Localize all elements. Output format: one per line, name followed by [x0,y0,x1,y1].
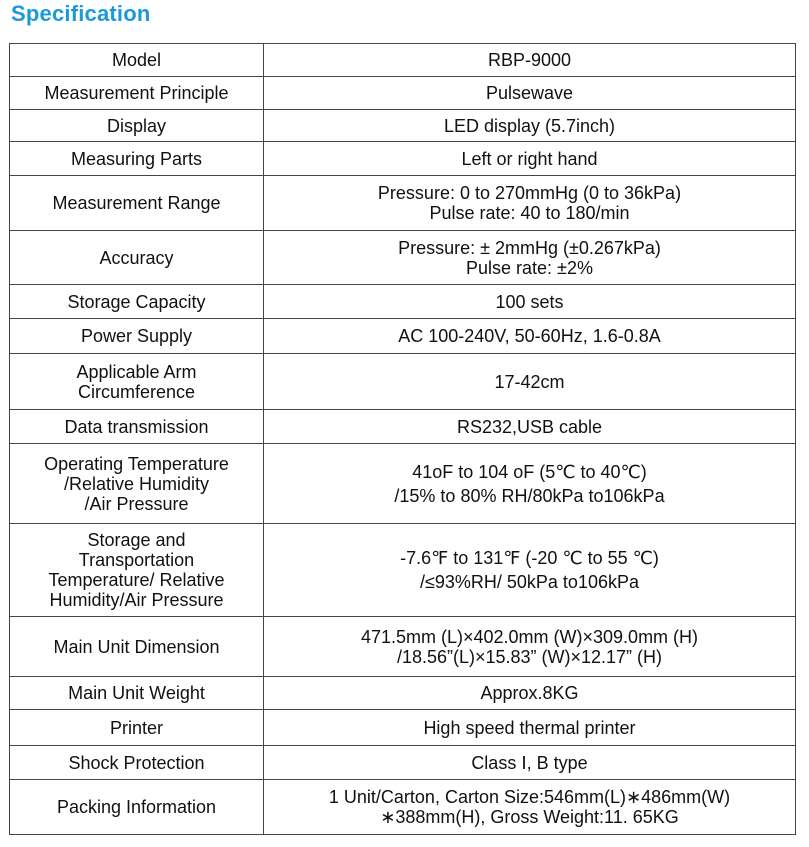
table-row [10,354,796,410]
spec-value-cell [264,110,796,142]
spec-label-line: Main Unit Dimension [53,636,220,657]
spec-label-line: Storage and [87,530,186,550]
spec-value-line: AC 100-240V, 50-60Hz, 1.6-0.8A [398,326,661,346]
spec-label-line: Measuring Parts [70,148,203,169]
table-row [10,231,796,285]
spec-label-cell [10,617,264,677]
spec-label-line: Power Supply [80,326,193,346]
spec-label-cell [10,780,264,835]
table-row [10,44,796,77]
spec-label-cell [10,710,264,746]
spec-value-line: Pressure: 0 to 270mmHg (0 to 36kPa) [377,183,682,203]
spec-value-cell [264,354,796,410]
spec-value-line: Pulse rate: 40 to 180/min [429,203,630,223]
spec-value-line: 17-42cm [494,371,565,392]
table-row [10,746,796,780]
table-row [10,710,796,746]
table-row [10,677,796,710]
spec-value-line: 471.5mm (L)×402.0mm (W)×309.0mm (H) [360,626,699,647]
spec-label-cell [10,142,264,176]
spec-label-cell [10,77,264,110]
spec-label-line: Packing Information [56,797,217,817]
spec-value-line: Pressure: ± 2mmHg (±0.267kPa) [398,237,661,258]
spec-value-cell [264,410,796,444]
spec-value-cell [264,231,796,285]
spec-value-cell [264,617,796,677]
table-row [10,410,796,444]
spec-value-cell [264,44,796,77]
spec-value-line: -7.6℉ to 131℉ (-20 ℃ to 55 ℃) [400,548,659,568]
spec-value-cell [264,285,796,319]
table-row [10,77,796,110]
table-row [10,444,796,524]
spec-label-line: Applicable Arm [76,361,197,382]
spec-label-cell [10,231,264,285]
spec-label-line: Humidity/Air Pressure [49,590,224,610]
spec-label-cell [10,444,264,524]
spec-value-cell [264,77,796,110]
spec-label-line: Printer [109,717,163,738]
spec-label-cell [10,176,264,231]
spec-label-line: /Air Pressure [84,493,189,514]
spec-label-line: Measurement Principle [44,83,229,103]
spec-value-line: /18.56”(L)×15.83” (W)×12.17” (H) [396,646,663,667]
spec-value-line: 100 sets [495,291,564,312]
spec-value-cell [264,142,796,176]
spec-value-cell [264,746,796,780]
spec-value-line: Left or right hand [461,148,598,169]
spec-label-cell [10,44,264,77]
table-row [10,319,796,354]
spec-label-line: Storage Capacity [67,291,206,312]
spec-label-cell [10,746,264,780]
spec-value-line: RS232,USB cable [456,416,603,437]
spec-value-line: ∗388mm(H), Gross Weight:11. 65KG [380,807,679,827]
spec-label-line: Display [106,115,167,136]
spec-label-cell [10,524,264,617]
spec-label-line: Measurement Range [52,193,221,213]
spec-value-line: Approx.8KG [480,683,579,703]
spec-value-cell [264,780,796,835]
specification-table [9,43,796,835]
spec-label-cell [10,110,264,142]
spec-label-cell [10,319,264,354]
spec-value-cell [264,524,796,617]
spec-label-cell [10,285,264,319]
spec-label-cell [10,677,264,710]
table-row [10,285,796,319]
table-row [10,110,796,142]
spec-value-line: Pulsewave [485,83,574,103]
spec-value-line: High speed thermal printer [423,717,636,738]
spec-label-line: Circumference [77,381,196,402]
table-row [10,176,796,231]
spec-label-line: Temperature/ Relative [48,570,225,590]
spec-value-line: LED display (5.7inch) [443,115,616,136]
spec-value-line: /15% to 80% RH/80kPa to106kPa [394,485,665,506]
spec-label-line: /Relative Humidity [63,473,210,494]
spec-label-line: Operating Temperature [44,453,229,474]
spec-label-cell [10,354,264,410]
spec-label-line: Transportation [78,550,195,570]
table-row [10,142,796,176]
table-row [10,617,796,677]
page-title: Specification [11,1,151,26]
spec-label-line: Accuracy [99,247,174,268]
spec-value-line: Pulse rate: ±2% [466,257,593,278]
spec-value-cell [264,176,796,231]
spec-label-line: Data transmission [64,416,209,437]
spec-value-cell [264,444,796,524]
spec-value-cell [264,677,796,710]
spec-value-line: 1 Unit/Carton, Carton Size:546mm(L)∗486mm(W) [328,787,731,807]
spec-value-cell [264,319,796,354]
spec-label-cell [10,410,264,444]
spec-label-line: Main Unit Weight [68,683,205,703]
spec-label-line: Shock Protection [68,752,205,773]
spec-value-line: Class Ⅰ, B type [471,752,588,773]
spec-value-line: /≤93%RH/ 50kPa to106kPa [419,572,639,592]
spec-value-line: 41oF to 104 oF (5℃ to 40℃) [412,461,647,482]
spec-value-line: RBP-9000 [487,50,572,70]
table-row [10,524,796,617]
spec-label-line: Model [111,50,162,70]
table-row [10,780,796,835]
spec-value-cell [264,710,796,746]
